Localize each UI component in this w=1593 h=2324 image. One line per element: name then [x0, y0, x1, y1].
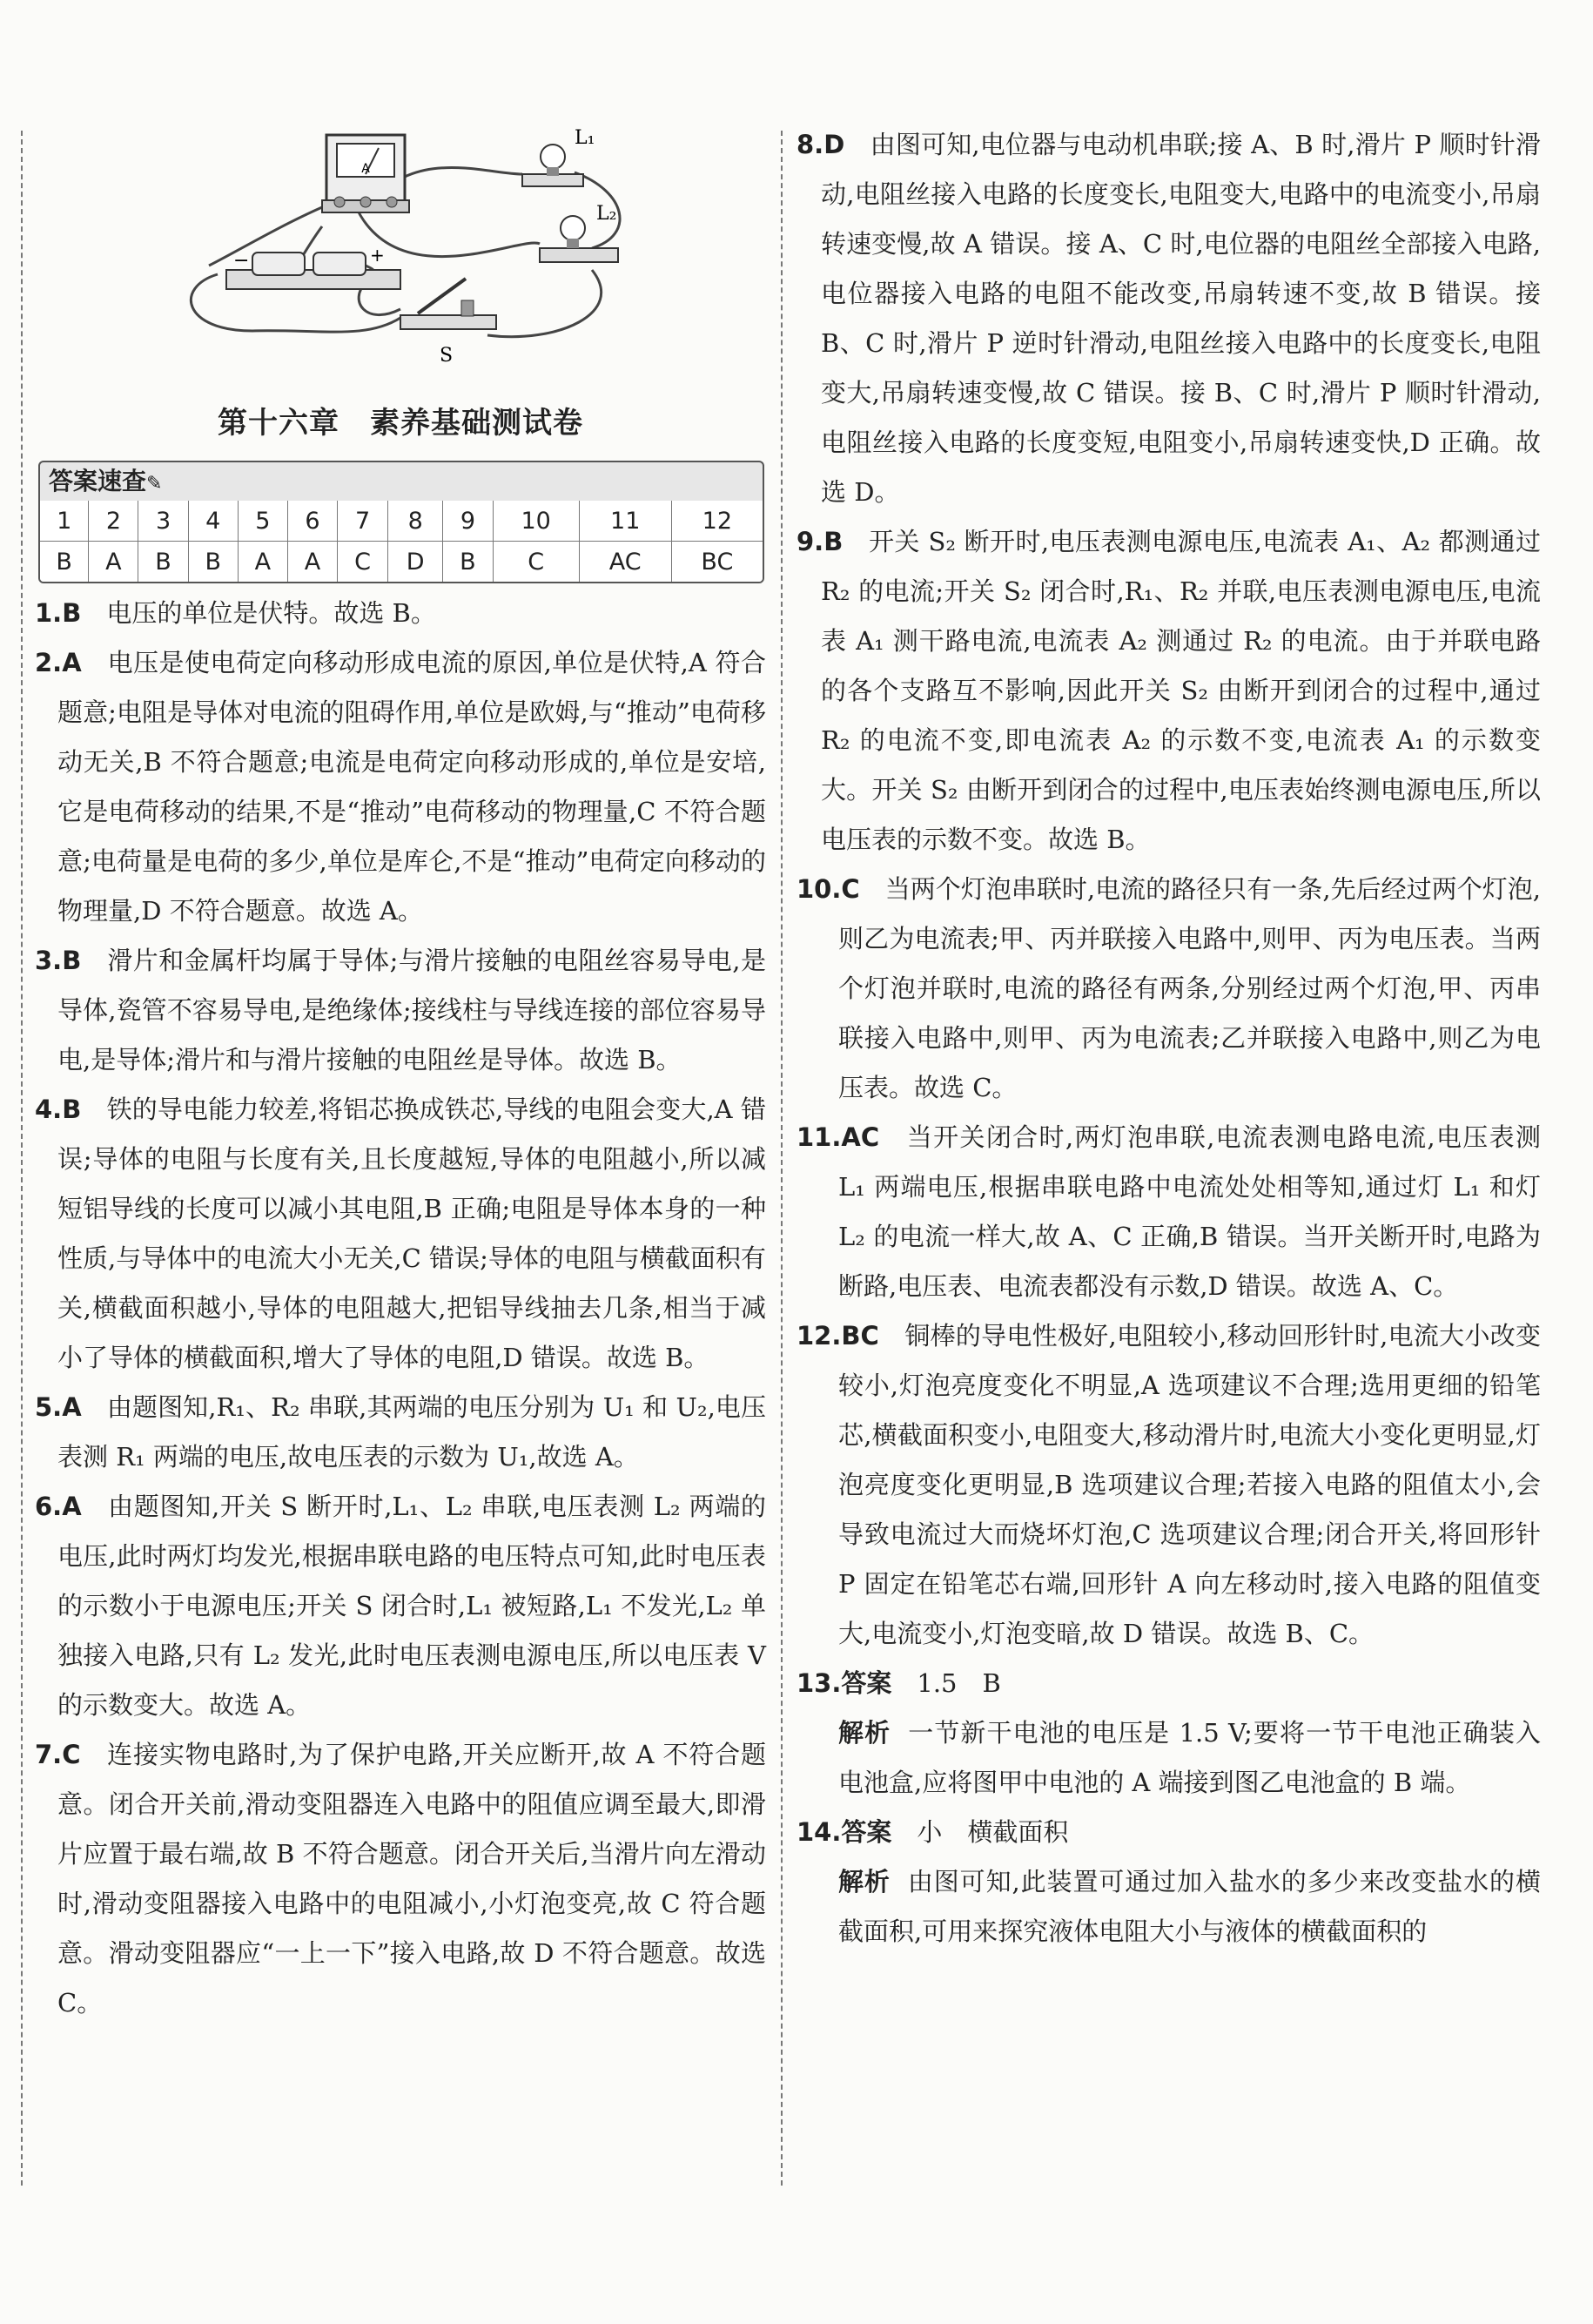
answer-letter: B [443, 542, 493, 583]
answer-letter: C [338, 542, 388, 583]
answer-key-box [38, 461, 764, 583]
answer-letter: D [388, 542, 443, 583]
answer-letter: B [40, 542, 89, 583]
item-text: 电压的单位是伏特。故选 B。 [106, 598, 436, 628]
answer-number: 1 [40, 501, 89, 542]
item-number: 12.BC [796, 1321, 879, 1351]
lamp-2-label: L₂ [596, 203, 617, 225]
answer-letters-row [40, 542, 763, 583]
item-text: 开关 S₂ 断开时,电压表测电源电压,电流表 A₁、A₂ 都测通过 R₂ 的电流;开关 S₂ 闭合时,R₁、R₂ 并联,电压表测电源电压,电流表 A₁ 测干路电流,电流表 A₂ 测通过 R₂ 的电流。由于并联电路的各个支路互不影响,因此开关 S₂ 由断开到闭合的过程中,通过 R₂ 的电流不变,即电流表 A₂ 的示数不变,电流表 A₁ 的示数变大。开关 S₂ 由断开到闭合的过程中,电压表始终测电源电压,所以电压表的示数不变。故选 B。 [821, 527, 1541, 854]
switch [400, 279, 496, 367]
item-answer: 1.5 B [917, 1668, 1001, 1698]
item-number: 9.B [796, 527, 844, 556]
switch-label: S [440, 345, 454, 367]
item-number: 14.答案 [796, 1817, 892, 1847]
left-explanations [35, 589, 766, 2028]
explanation-item [796, 865, 1541, 1113]
answer-number: 9 [443, 501, 493, 542]
item-text: 由题图知,开关 S 断开时,L₁、L₂ 串联,电压表测 L₂ 两端的电压,此时两灯均发光,根据串联电路的电压特点可知,此时电压表的示数小于电源电压;开关 S 闭合时,L₁ 被短路,L₁ 不发光,L₂ 单独接入电路,只有 L₂ 发光,此时电压表测电源电压,所以电压表 V 的示数变大。故选 A。 [57, 1492, 766, 1720]
explanation-item [796, 1113, 1541, 1311]
ammeter [322, 135, 409, 212]
explanation-item [35, 589, 766, 638]
answer-number: 4 [188, 501, 238, 542]
answer-letter: A [287, 542, 337, 583]
explanation-item [35, 638, 766, 936]
item-answer: 小 横截面积 [917, 1817, 1069, 1847]
item-number: 13.答案 [796, 1668, 892, 1698]
lamp-2 [540, 203, 618, 262]
answer-number: 8 [388, 501, 443, 542]
answer-letter: A [89, 542, 138, 583]
explanation-item [35, 1383, 766, 1482]
circuit-diagram [35, 122, 766, 383]
battery-plus: + [370, 245, 385, 266]
lamp-1-label: L₁ [575, 127, 595, 149]
item-number: 1.B [35, 598, 82, 628]
item-number: 5.A [35, 1392, 82, 1422]
ammeter-label: A [361, 162, 370, 176]
item-13-analysis [796, 1708, 1541, 1808]
answer-letter: B [138, 542, 188, 583]
answer-numbers-row [40, 501, 763, 542]
item-number: 3.B [35, 946, 82, 975]
answer-key-table [40, 501, 763, 582]
answer-number: 6 [287, 501, 337, 542]
answer-number: 5 [238, 501, 287, 542]
item-text: 当开关闭合时,两灯泡串联,电流表测电路电流,电压表测 L₁ 两端电压,根据串联电路中电流处处相等知,通过灯 L₁ 和灯 L₂ 的电流一样大,故 A、C 正确,B 错误。当开关断开时,电路为断路,电压表、电流表都没有示数,D 错误。故选 A、C。 [838, 1122, 1541, 1301]
item-number: 10.C [796, 874, 860, 904]
answer-number: 3 [138, 501, 188, 542]
item-number: 11.AC [796, 1122, 880, 1152]
answer-letter: AC [579, 542, 671, 583]
item-text: 滑片和金属杆均属于导体;与滑片接触的电阻丝容易导电,是导体,瓷管不容易导电,是绝缘体;接线柱与导线连接的部位容易导电,是导体;滑片和与滑片接触的电阻丝是导体。故选 B。 [57, 946, 766, 1074]
item-text: 由图可知,电位器与电动机串联;接 A、B 时,滑片 P 顺时针滑动,电阻丝接入电路的长度变长,电阻变大,电路中的电流变小,吊扇转速变慢,故 A 错误。接 A、C 时,电位器的电阻丝全部接入电路,电位器接入电路的电阻不能改变,吊扇转速不变,故 B 错误。接 B、C 时,滑片 P 逆时针滑动,电阻丝接入电路中的长度变长,电阻变大,吊扇转速变慢,故 C 错误。接 B、C 时,滑片 P 顺时针滑动,电阻丝接入电路的长度变短,电阻变小,吊扇转速变快,D 正确。故选 D。 [821, 130, 1541, 507]
item-14-analysis [796, 1857, 1541, 1957]
explanation-item [796, 517, 1541, 865]
answer-number: 7 [338, 501, 388, 542]
answer-letter: A [238, 542, 287, 583]
analysis-tag: 解析 [838, 1718, 891, 1748]
explanation-item [35, 936, 766, 1085]
analysis-text: 一节新干电池的电压是 1.5 V;要将一节干电池正确装入电池盒,应将图甲中电池的 A 端接到图乙电池盒的 B 端。 [838, 1718, 1541, 1797]
explanation-item [796, 120, 1541, 517]
item-text: 铁的导电能力较差,将铝芯换成铁芯,导线的电阻会变大,A 错误;导体的电阻与长度有关,且长度越短,导体的电阻越小,所以减短铝导线的长度可以减小其电阻,B 正确;电阻是导体本身的一种性质,与导体中的电流大小无关,C 错误;导体的电阻与横截面积有关,横截面积越小,导体的电阻越大,把铝导线抽去几条,相当于减小了导体的横截面积,增大了导体的电阻,D 错误。故选 B。 [57, 1095, 766, 1372]
item-text: 电压是使电荷定向移动形成电流的原因,单位是伏特,A 符合题意;电阻是导体对电流的阻碍作用,单位是欧姆,与“推动”电荷移动无关,B 不符合题意;电流是电荷定向移动形成的,单位是安培,它是电荷移动的结果,不是“推动”电荷移动的物理量,C 不符合题意;电荷量是电荷的多少,单位是库仑,不是“推动”电荷定向移动的物理量,D 不符合题意。故选 A。 [57, 648, 766, 926]
pen-icon: ✎ [146, 473, 163, 495]
battery-holder [226, 245, 400, 289]
battery-minus: − [233, 250, 250, 272]
answer-number: 12 [671, 501, 763, 542]
item-number: 4.B [35, 1095, 82, 1124]
answer-key-title [40, 462, 763, 501]
answer-letter: B [188, 542, 238, 583]
circuit-figure [35, 122, 766, 383]
lamp-1 [522, 127, 595, 186]
answer-number: 10 [493, 501, 579, 542]
right-column [796, 120, 1541, 1957]
answer-number: 2 [89, 501, 138, 542]
left-margin-dashed-line [21, 131, 23, 2186]
item-text: 当两个灯泡串联时,电流的路径只有一条,先后经过两个灯泡,则乙为电流表;甲、丙并联接入电路中,则甲、丙为电压表。当两个灯泡并联时,电流的路径有两条,分别经过两个灯泡,甲、丙串联接入电路中,则甲、丙为电流表;乙并联接入电路中,则乙为电压表。故选 C。 [838, 874, 1541, 1102]
answer-letter: BC [671, 542, 763, 583]
item-number: 7.C [35, 1740, 81, 1769]
answer-number: 11 [579, 501, 671, 542]
column-divider-dashed-line [781, 131, 783, 2186]
item-number: 6.A [35, 1492, 82, 1521]
analysis-text: 由图可知,此装置可通过加入盐水的多少来改变盐水的横截面积,可用来探究液体电阻大小与液体的横截面积的 [838, 1867, 1541, 1946]
chapter-title: 第十六章 素养基础测试卷 [218, 406, 583, 441]
item-text: 连接实物电路时,为了保护电路,开关应断开,故 A 不符合题意。闭合开关前,滑动变阻器连入电路中的阻值应调至最大,即滑片应置于最右端,故 B 不符合题意。闭合开关后,当滑片向左滑动时,滑动变阻器接入电路中的电阻减小,小灯泡变亮,故 C 符合题意。滑动变阻器应“一上一下”接入电路,故 D 不符合题意。故选 C。 [57, 1740, 766, 2018]
item-number: 2.A [35, 648, 82, 677]
item-text: 铜棒的导电性极好,电阻较小,移动回形针时,电流大小改变较小,灯泡亮度变化不明显,A 选项建议不合理;选用更细的铅笔芯,横截面积变小,电阻变大,移动滑片时,电流大小变化更明显,灯泡亮度变化更明显,B 选项建议合理;若接入电路的阻值太小,会导致电流过大而烧坏灯泡,C 选项建议合理;闭合开关,将回形针 P 固定在铅笔芯右端,回形针 A 向左移动时,接入电路的阻值变大,电流变小,灯泡变暗,故 D 错误。故选 B、C。 [838, 1321, 1541, 1648]
explanation-item [796, 1311, 1541, 1659]
item-text: 由题图知,R₁、R₂ 串联,其两端的电压分别为 U₁ 和 U₂,电压表测 R₁ 两端的电压,故电压表的示数为 U₁,故选 A。 [57, 1392, 766, 1472]
explanation-item [35, 1085, 766, 1383]
analysis-tag: 解析 [838, 1867, 891, 1896]
answer-letter: C [493, 542, 579, 583]
explanation-item [35, 1482, 766, 1730]
item-13-answer [796, 1659, 1541, 1708]
explanation-item [35, 1730, 766, 2028]
item-14-answer [796, 1808, 1541, 1857]
answer-key-title-text: 答案速查 [49, 467, 147, 495]
left-column [35, 122, 766, 2028]
item-number: 8.D [796, 130, 845, 159]
